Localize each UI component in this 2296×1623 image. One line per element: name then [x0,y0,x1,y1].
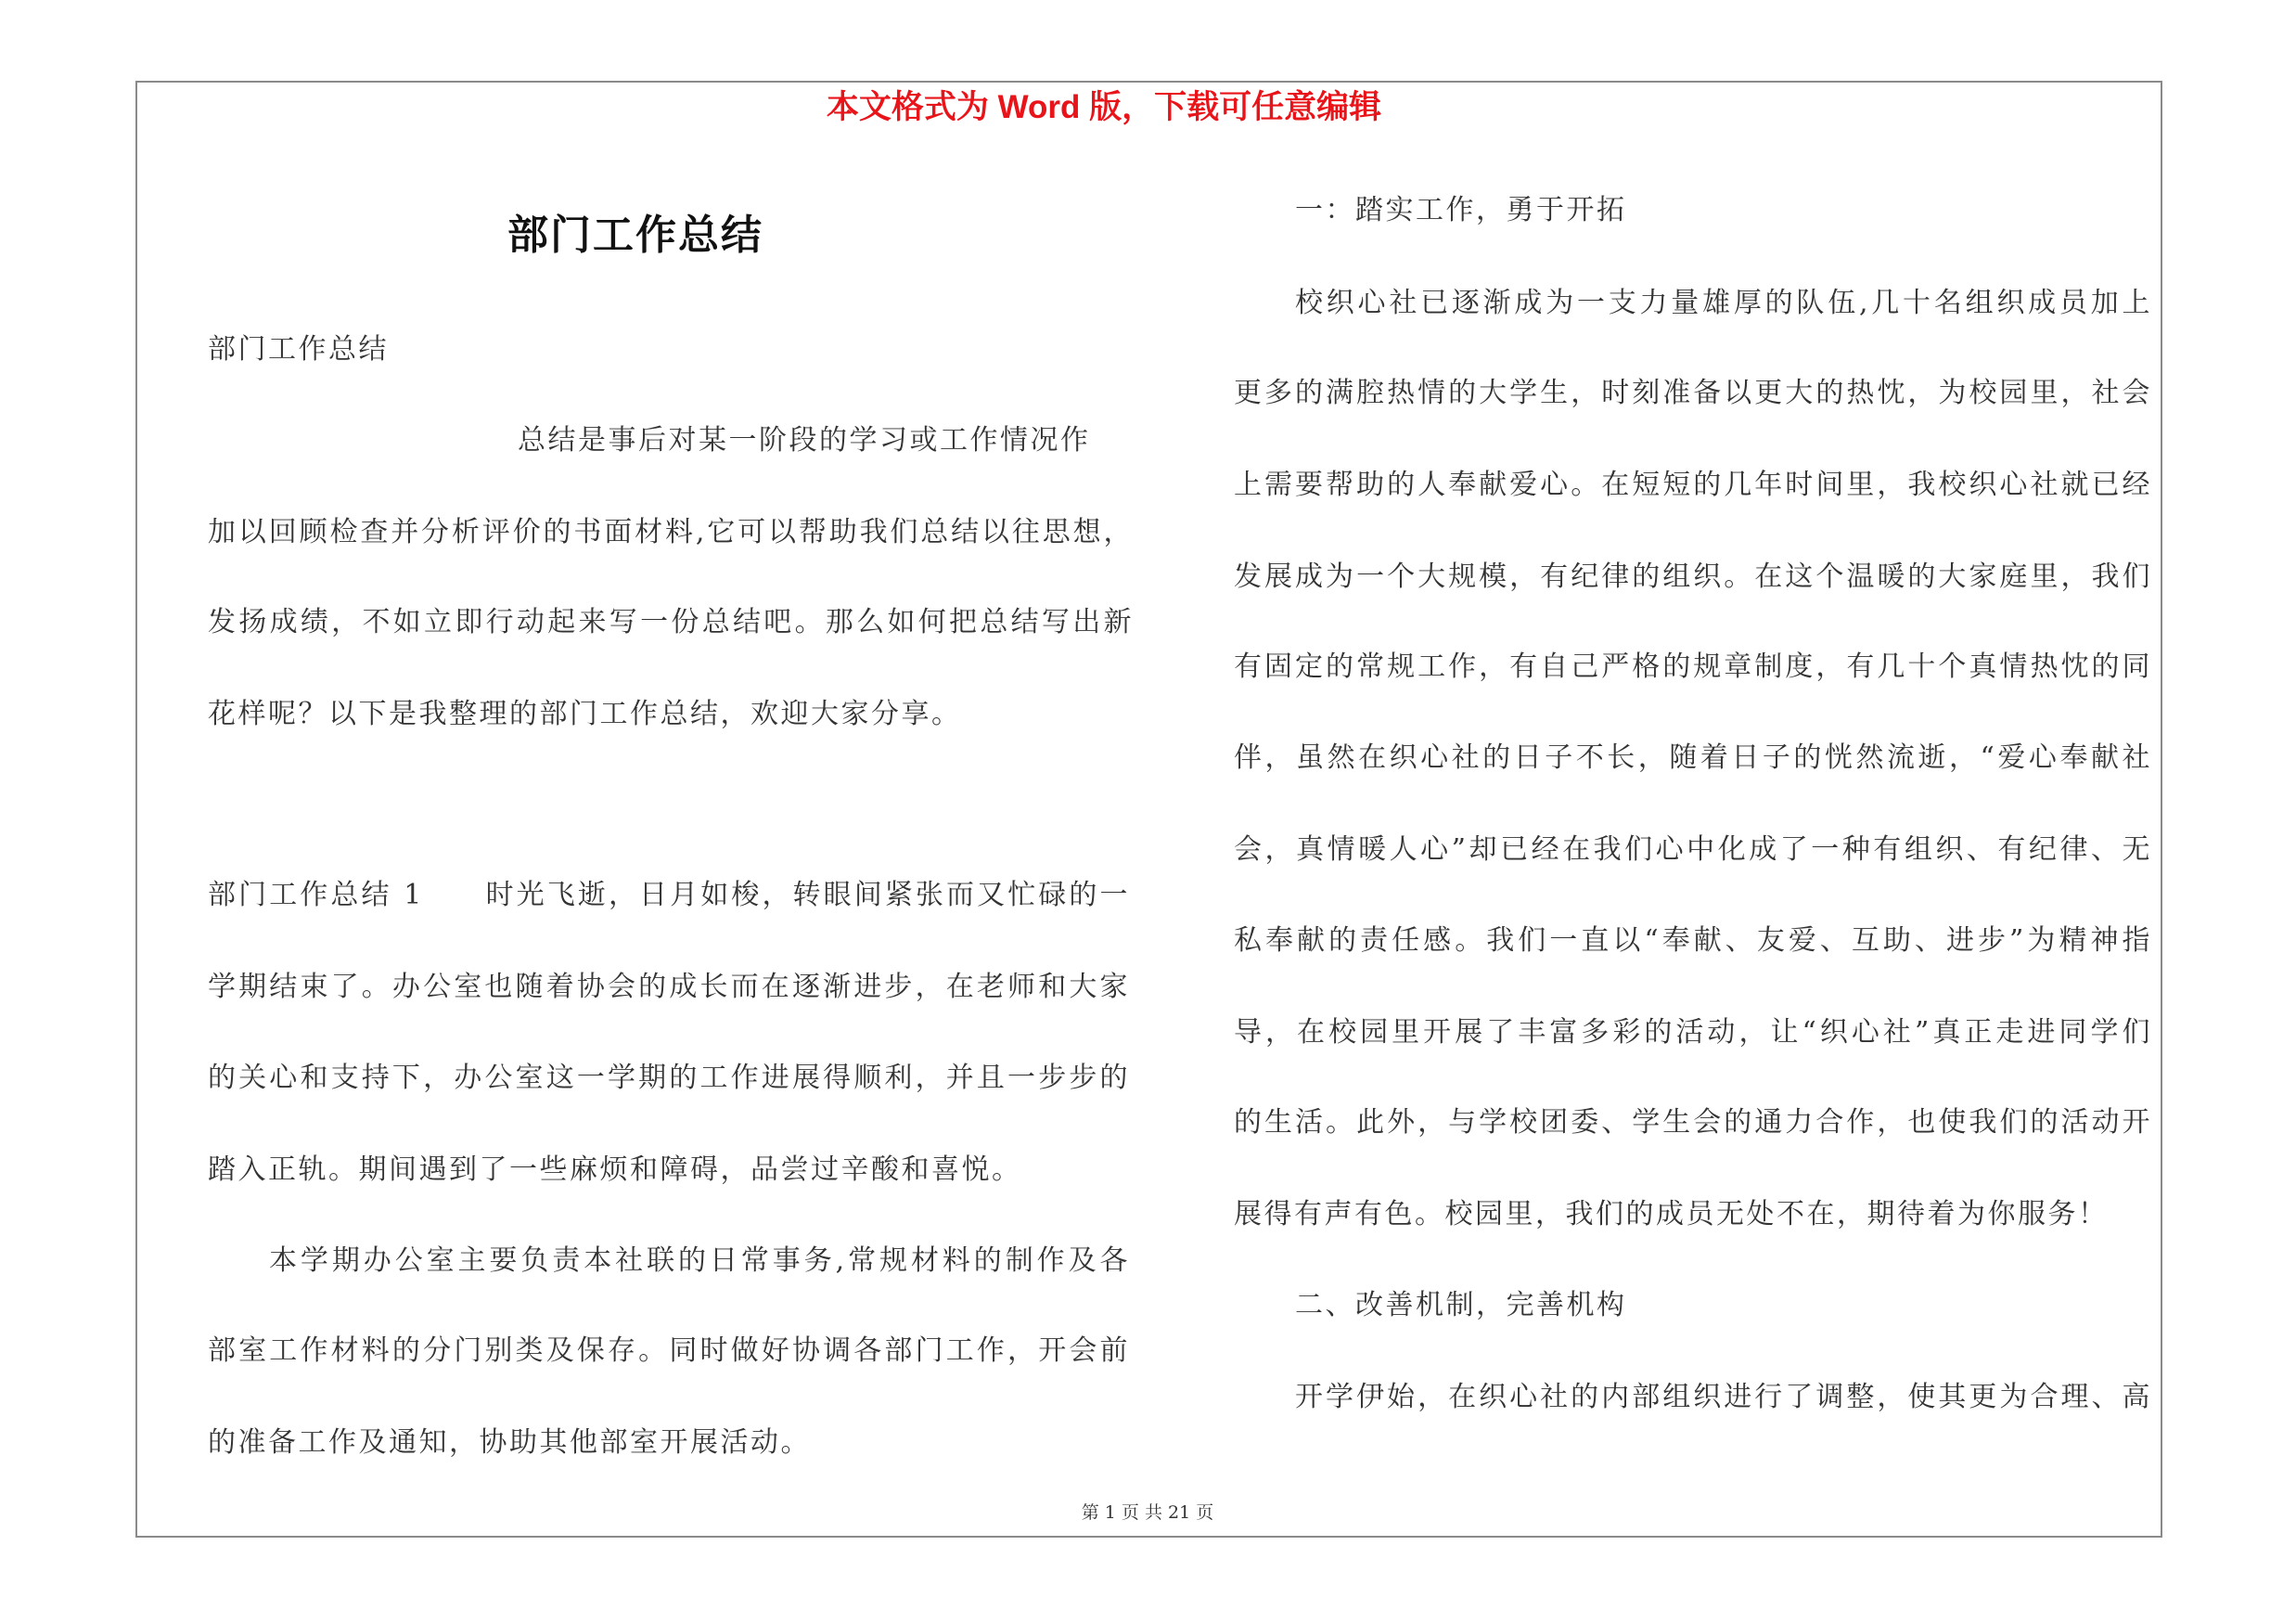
section-1-paragraph-line: 导，在校园里开展了丰富多彩的活动，让“织心社”真正走进同学们 [1234,1016,2152,1049]
section-heading: 一：踏实工作，勇于开拓 [1295,194,1627,226]
section-1-paragraph-line: 会，真情暖人心”却已经在我们心中化成了一种有组织、有纪律、无 [1234,833,2152,866]
section-2-paragraph-line: 开学伊始，在织心社的内部组织进行了调整，使其更为合理、高 [1295,1381,2152,1413]
intro-paragraph-line: 加以回顾检查并分析评价的书面材料,它可以帮助我们总结以往思想， [208,516,1134,548]
section-1-paragraph-line: 更多的满腔热情的大学生，时刻准备以更大的热忱，为校园里，社会 [1234,377,2152,409]
section-1-paragraph-line: 校织心社已逐渐成为一支力量雄厚的队伍,几十名组织成员加上 [1295,287,2152,319]
document-title: 部门工作总结 [507,212,763,259]
section-1-paragraph-line: 有固定的常规工作，有自己严格的规章制度，有几十个真情热忱的同 [1234,650,2152,683]
summary-1-paragraph-line: 踏入正轨。期间遇到了一些麻烦和障碍，品尝过辛酸和喜悦。 [208,1153,1022,1186]
format-notice: 本文格式为 Word 版，下载可任意编辑 [826,89,1382,125]
section-heading: 二、改善机制，完善机构 [1295,1289,1627,1321]
page-number: 第 1 页 共 21 页 [1081,1502,1214,1523]
summary-1-paragraph-line: 的关心和支持下，办公室这一学期的工作进展得顺利，并且一步步的 [208,1062,1130,1094]
section-1-paragraph-line: 展得有声有色。校园里，我们的成员无处不在，期待着为你服务！ [1234,1198,2109,1230]
office-duty-paragraph-line: 本学期办公室主要负责本社联的日常事务,常规材料的制作及各 [269,1244,1130,1277]
section-1-paragraph-line: 发展成为一个大规模，有纪律的组织。在这个温暖的大家庭里，我们 [1234,560,2152,593]
subtitle: 部门工作总结 [208,333,389,366]
section-1-paragraph-line: 的生活。此外，与学校团委、学生会的通力合作，也使我们的活动开 [1234,1106,2152,1139]
section-1-paragraph-line: 上需要帮助的人奉献爱心。在短短的几年时间里，我校织心社就已经 [1234,469,2152,501]
section-1-paragraph-line: 私奉献的责任感。我们一直以“奉献、友爱、互助、进步”为精神指 [1234,924,2152,957]
summary-1-paragraph-line: 学期结束了。办公室也随着协会的成长而在逐渐进步，在老师和大家 [208,971,1130,1003]
section-1-paragraph-line: 伴，虽然在织心社的日子不长，随着日子的恍然流逝，“爱心奉献社 [1234,741,2152,774]
intro-paragraph-line: 花样呢？以下是我整理的部门工作总结，欢迎大家分享。 [208,698,962,730]
summary-1-paragraph-line: 部门工作总结 1 时光飞逝，日月如梭，转眼间紧张而又忙碌的一 [208,879,1130,911]
office-duty-paragraph-line: 部室工作材料的分门别类及保存。同时做好协调各部门工作，开会前 [208,1334,1130,1367]
office-duty-paragraph-line: 的准备工作及通知，协助其他部室开展活动。 [208,1426,811,1459]
intro-paragraph-line: 总结是事后对某一阶段的学习或工作情况作 [518,424,1091,457]
intro-paragraph-line: 发扬成绩，不如立即行动起来写一份总结吧。那么如何把总结写出新 [208,606,1134,638]
